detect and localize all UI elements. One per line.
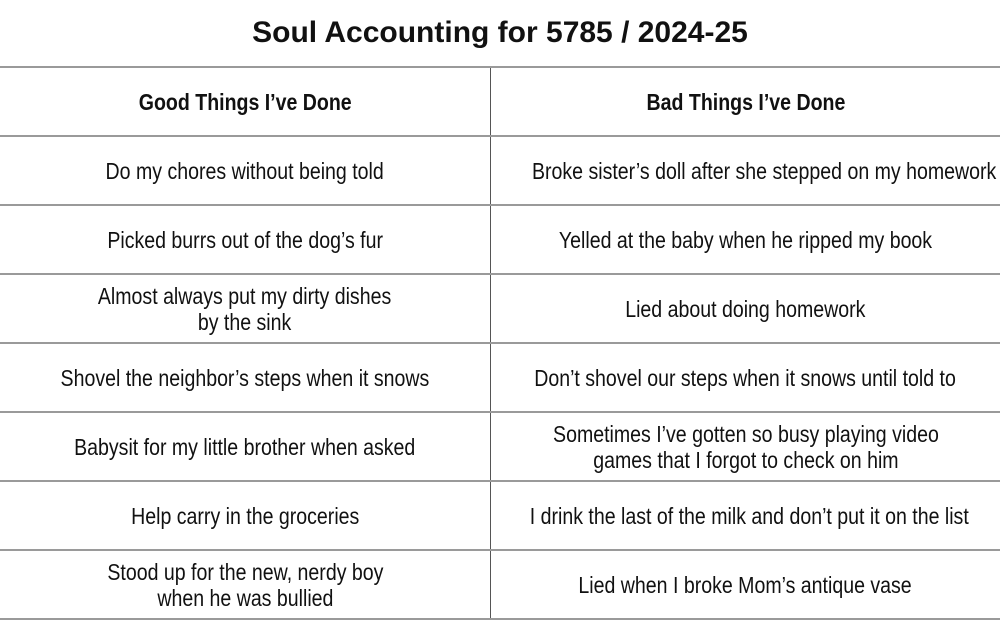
good-cell [0, 343, 491, 412]
header-bad-label: Bad Things I’ve Done [646, 89, 845, 115]
text-line: Shovel the neighbor’s steps when it snows [61, 365, 430, 391]
good-cell [0, 136, 491, 205]
good-text [74, 434, 415, 460]
table-row [0, 481, 1000, 550]
bad-cell [491, 205, 1000, 274]
text-line: Picked burrs out of the dog’s fur [107, 227, 383, 253]
table-row [0, 343, 1000, 412]
good-cell [0, 481, 491, 550]
good-text [131, 503, 359, 529]
table-header-row [0, 67, 1000, 136]
text-line: Lied when I broke Mom’s antique vase [579, 572, 912, 598]
text-line: I drink the last of the milk and don’t put it on the list [530, 503, 969, 529]
good-text [106, 158, 384, 184]
text-line: Almost always put my dirty dishes [98, 283, 391, 309]
text-line: Stood up for the new, nerdy boy [107, 559, 383, 585]
good-text [61, 365, 430, 391]
good-cell [0, 205, 491, 274]
bad-cell [491, 343, 1000, 412]
bad-text [559, 227, 932, 253]
text-line: Help carry in the groceries [131, 503, 359, 529]
table-row [0, 205, 1000, 274]
soul-accounting-table [0, 66, 1000, 620]
bad-text [535, 365, 957, 391]
bad-text [530, 503, 969, 529]
bad-cell [491, 412, 1000, 481]
table-row [0, 136, 1000, 205]
text-line: Do my chores without being told [106, 158, 384, 184]
bad-cell [491, 550, 1000, 619]
text-line: when he was bullied [157, 585, 333, 611]
bad-cell [491, 481, 1000, 550]
bad-cell [491, 274, 1000, 343]
text-line: games that I forgot to check on him [593, 447, 898, 473]
bad-text [532, 158, 996, 184]
text-line: Lied about doing homework [625, 296, 865, 322]
good-text [98, 283, 391, 335]
bad-text [579, 572, 912, 598]
page-title: Soul Accounting for 5785 / 2024-25 [0, 14, 1000, 52]
bad-cell [491, 136, 1000, 205]
header-good-label: Good Things I’ve Done [139, 89, 352, 115]
text-line: Sometimes I’ve gotten so busy playing video [553, 421, 939, 447]
text-line: by the sink [198, 309, 291, 335]
good-cell [0, 412, 491, 481]
good-text [107, 227, 383, 253]
header-bad [491, 67, 1000, 136]
header-good [0, 67, 491, 136]
table-row [0, 274, 1000, 343]
text-line: Yelled at the baby when he ripped my book [559, 227, 932, 253]
table-row [0, 412, 1000, 481]
good-cell [0, 550, 491, 619]
bad-text [625, 296, 865, 322]
good-text [107, 559, 383, 611]
text-line: Don’t shovel our steps when it snows until told to [535, 365, 957, 391]
good-cell [0, 274, 491, 343]
table-row [0, 550, 1000, 619]
text-line: Broke sister’s doll after she stepped on my homework [532, 158, 996, 184]
text-line: Babysit for my little brother when asked [74, 434, 415, 460]
bad-text [553, 421, 939, 473]
